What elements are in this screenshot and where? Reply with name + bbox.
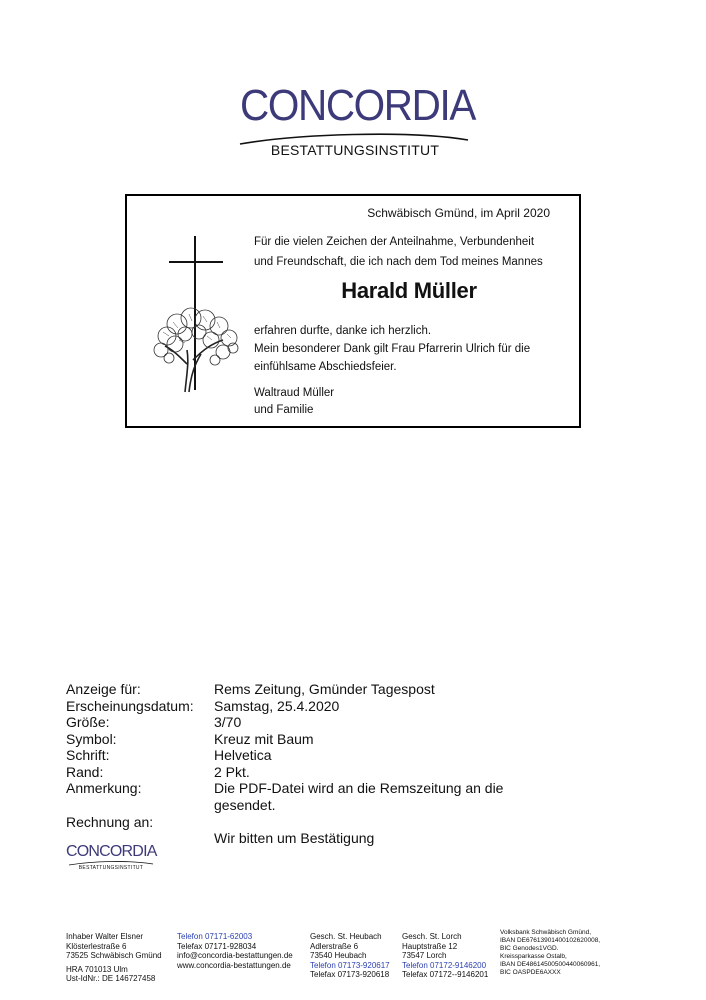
logo-swoosh-icon (238, 130, 470, 146)
footer-contact-column (177, 932, 293, 970)
footer-line: HRA 701013 Ulm (66, 964, 128, 974)
detail-value: 2 Pkt. (214, 763, 250, 780)
deceased-name: Harald Müller (341, 278, 477, 303)
detail-value: 3/70 (214, 714, 242, 730)
ad-paragraph-2 (254, 322, 564, 376)
detail-row (66, 764, 626, 781)
footer-line: IBAN DE67613901400102620008, (500, 937, 601, 944)
concordia-small-logo (66, 843, 156, 871)
ad-text-line: und Freundschaft, die ich nach dem Tod meines Mannes (254, 256, 543, 268)
footer-line: IBAN DE48614500500440060961, (500, 961, 601, 968)
ad-text-line: Für die vielen Zeichen der Anteilnahme, Verbundenheit (254, 236, 535, 248)
detail-label: Schrift: (66, 747, 110, 763)
footer-line: Gesch. St. Lorch (402, 932, 462, 941)
confirmation-request: Wir bitten um Bestätigung (214, 830, 375, 846)
ad-text-line: erfahren durfte, danke ich herzlich. (254, 325, 432, 337)
cross-with-tree-icon (145, 232, 245, 396)
detail-label: Symbol: (66, 730, 117, 747)
detail-label: Rand: (66, 763, 104, 780)
detail-label: Anzeige für: (66, 681, 141, 697)
footer-line: Kreissparkasse Ostalb, (500, 953, 567, 960)
logo-wordmark: CONCORDIA (240, 81, 475, 130)
detail-value: Helvetica (214, 747, 272, 763)
footer-phone-link[interactable]: Telefon 07173-920617 (310, 960, 390, 970)
detail-row (66, 714, 626, 731)
concordia-logo (230, 82, 480, 158)
detail-value: Die PDF-Datei wird an die Remszeitung an die gesendet. (214, 780, 504, 813)
footer-line: BIC OASPDE6AXXX (500, 969, 561, 976)
ad-text-line: einfühlsame Abschiedsfeier. (254, 361, 397, 373)
footer-line: BIC Genodes1VGD. (500, 945, 559, 952)
footer-owner-column (66, 932, 162, 984)
signature-line: Waltraud Müller (254, 387, 335, 399)
footer-lorch-column (402, 932, 488, 980)
footer-line: Adlerstraße 6 (310, 941, 359, 951)
footer-line: 73547 Lorch (402, 951, 447, 960)
small-logo-swoosh-icon (68, 860, 154, 866)
footer-line: Hauptstraße 12 (402, 941, 458, 951)
footer-phone-link[interactable]: Telefon 07172-9146200 (402, 960, 487, 970)
footer-line: Gesch. St. Heubach (310, 932, 382, 941)
footer-bank-column (500, 929, 600, 977)
ad-signature (254, 385, 564, 419)
detail-row (66, 780, 626, 813)
footer-web-link[interactable]: www.concordia-bestattungen.de (177, 960, 291, 970)
footer-line: Telefax 07173-920618 (310, 970, 390, 979)
signature-line: und Familie (254, 404, 314, 416)
detail-value: Kreuz mit Baum (214, 730, 314, 747)
detail-row (66, 731, 626, 748)
detail-row (66, 698, 626, 715)
detail-label: Erscheinungsdatum: (66, 697, 194, 714)
footer-line: Klösterlestraße 6 (66, 941, 127, 951)
rechnung-label: Rechnung an: (66, 814, 154, 830)
footer-line: Telefax 07172--9146201 (402, 970, 489, 979)
detail-value: Rems Zeitung, Gmünder Tagespost (214, 681, 435, 697)
footer-line: 73540 Heubach (310, 951, 367, 960)
footer-line: Ust-IdNr.: DE 146727458 (66, 974, 156, 983)
order-details (66, 681, 626, 813)
small-logo-subtitle: BESTATTUNGSINSTITUT (78, 865, 144, 871)
detail-label: Größe: (66, 714, 110, 730)
footer-line: Telefax 07171-928034 (177, 941, 257, 951)
footer-phone-link[interactable]: Telefon 07171-62003 (177, 932, 253, 941)
logo-subtitle: BESTATTUNGSINSTITUT (270, 142, 440, 158)
detail-value: Samstag, 25.4.2020 (214, 697, 340, 714)
ad-date-line: Schwäbisch Gmünd, im April 2020 (367, 206, 550, 220)
ad-paragraph-1 (254, 232, 564, 272)
footer-line: Inhaber Walter Elsner (66, 932, 144, 941)
small-logo-wordmark: CONCORDIA (66, 843, 157, 860)
obituary-ad (125, 194, 581, 428)
footer-heubach-column (310, 932, 390, 980)
detail-row (66, 747, 626, 764)
ad-text-line: Mein besonderer Dank gilt Frau Pfarrerin Ulrich für die (254, 343, 531, 355)
footer-line: 73525 Schwäbisch Gmünd (66, 951, 162, 960)
footer-line: Volksbank Schwäbisch Gmünd, (500, 929, 592, 936)
footer-email-link[interactable]: info@concordia-bestattungen.de (177, 951, 293, 960)
detail-label: Anmerkung: (66, 780, 142, 796)
detail-row (66, 681, 626, 698)
